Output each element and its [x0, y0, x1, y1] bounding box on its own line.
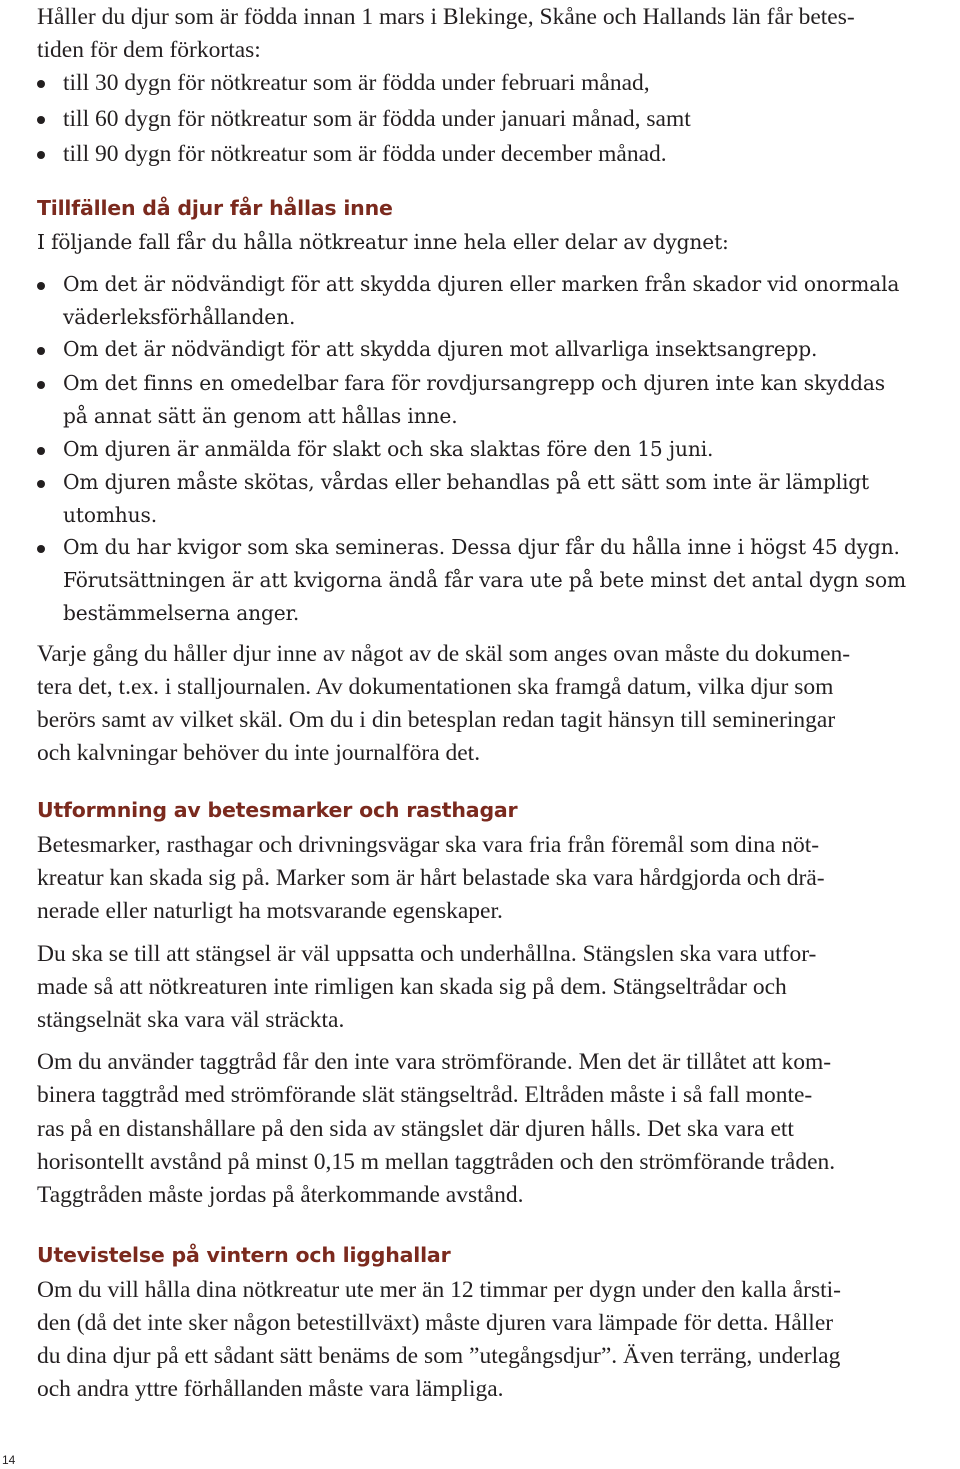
- paragraph-line: nerade eller naturligt ha motsvarande egenskaper.: [37, 898, 503, 924]
- bullet-icon: [37, 447, 45, 455]
- bullet-icon: [37, 480, 45, 488]
- paragraph-line: Taggtråden måste jordas på återkommande avstånd.: [37, 1182, 524, 1208]
- page-number: 14: [2, 1453, 16, 1467]
- list-item-continuation: Förutsättningen är att kvigorna ändå får vara ute på bete minst det antal dygn som: [63, 568, 906, 592]
- paragraph-line: och kalvningar behöver du inte journalföra det.: [37, 740, 481, 766]
- paragraph-line: Betesmarker, rasthagar och drivningsvägar ska vara fria från föremål som dina nöt-: [37, 832, 820, 858]
- intro-line-1: Håller du djur som är födda innan 1 mars i Blekinge, Skåne och Hallands län får betes-: [37, 4, 855, 30]
- paragraph-line: den (då det inte sker någon betestillväxt) måste djuren vara lämpade för detta. Håller: [37, 1310, 834, 1336]
- paragraph-line: binera taggtråd med strömförande slät stängseltråd. Eltråden måste i så fall monte-: [37, 1082, 813, 1108]
- paragraph-line: made så att nötkreaturen inte rimligen kan skada sig på dem. Stängseltrådar och: [37, 974, 787, 1000]
- list-item: Om djuren måste skötas, vårdas eller behandlas på ett sätt som inte är lämpligt: [63, 470, 869, 494]
- paragraph-line: berörs samt av vilket skäl. Om du i din betesplan redan tagit hänsyn till semineringar: [37, 707, 836, 733]
- paragraph-line: horisontellt avstånd på minst 0,15 m mellan taggtråden och den strömförande tråden.: [37, 1149, 836, 1175]
- paragraph-line: Du ska se till att stängsel är väl uppsatta och underhållna. Stängslen ska vara utfor-: [37, 941, 817, 967]
- list-item: Om det finns en omedelbar fara för rovdjursangrepp och djuren inte kan skyddas: [63, 371, 885, 395]
- paragraph-line: och andra yttre förhållanden måste vara lämpliga.: [37, 1376, 504, 1402]
- bullet-icon: [37, 545, 45, 553]
- intro-bullet-3: till 90 dygn för nötkreatur som är födda under december månad.: [63, 141, 667, 167]
- list-item-continuation: utomhus.: [63, 503, 157, 527]
- paragraph-line: du dina djur på ett sådant sätt benäms de som ”utegångsdjur”. Även terräng, underlag: [37, 1343, 841, 1369]
- intro-bullet-2: till 60 dygn för nötkreatur som är födda under januari månad, samt: [63, 106, 691, 132]
- bullet-icon: [37, 116, 45, 124]
- paragraph-line: ras på en distanshållare på den sida av stängslet där djuren hålls. Det ska vara ett: [37, 1116, 794, 1142]
- section-heading: Tillfällen då djur får hållas inne: [37, 196, 393, 220]
- list-item: Om djuren är anmälda för slakt och ska slaktas före den 15 juni.: [63, 437, 714, 461]
- list-item: Om det är nödvändigt för att skydda djuren mot allvarliga insektsangrepp.: [63, 337, 818, 361]
- list-item-continuation: bestämmelserna anger.: [63, 601, 300, 625]
- paragraph-line: tera det, t.ex. i stalljournalen. Av dokumentationen ska framgå datum, vilka djur som: [37, 674, 834, 700]
- list-item: Om det är nödvändigt för att skydda djuren eller marken från skador vid onormala: [63, 272, 900, 296]
- intro-line-2: tiden för dem förkortas:: [37, 37, 261, 63]
- bullet-icon: [37, 282, 45, 290]
- list-item-continuation: väderleksförhållanden.: [63, 305, 296, 329]
- paragraph-line: kreatur kan skada sig på. Marker som är hårt belastade ska vara hårdgjorda och drä-: [37, 865, 825, 891]
- bullet-icon: [37, 151, 45, 159]
- bullet-icon: [37, 80, 45, 88]
- section-heading: Utevistelse på vintern och ligghallar: [37, 1243, 451, 1267]
- paragraph-line: Om du använder taggtråd får den inte vara strömförande. Men det är tillåtet att kom-: [37, 1049, 832, 1075]
- document-page: [37, 0, 959, 1469]
- bullet-icon: [37, 347, 45, 355]
- list-item: Om du har kvigor som ska semineras. Dessa djur får du hålla inne i högst 45 dygn.: [63, 535, 900, 559]
- bullet-icon: [37, 381, 45, 389]
- section-lead: I följande fall får du hålla nötkreatur inne hela eller delar av dygnet:: [37, 230, 729, 254]
- intro-bullet-1: till 30 dygn för nötkreatur som är födda under februari månad,: [63, 70, 650, 96]
- paragraph-line: Varje gång du håller djur inne av något av de skäl som anges ovan måste du dokumen-: [37, 641, 851, 667]
- section-heading: Utformning av betesmarker och rasthagar: [37, 798, 518, 822]
- paragraph-line: Om du vill hålla dina nötkreatur ute mer än 12 timmar per dygn under den kalla årsti-: [37, 1277, 841, 1303]
- list-item-continuation: på annat sätt än genom att hållas inne.: [63, 404, 458, 428]
- paragraph-line: stängselnät ska vara väl sträckta.: [37, 1007, 345, 1033]
